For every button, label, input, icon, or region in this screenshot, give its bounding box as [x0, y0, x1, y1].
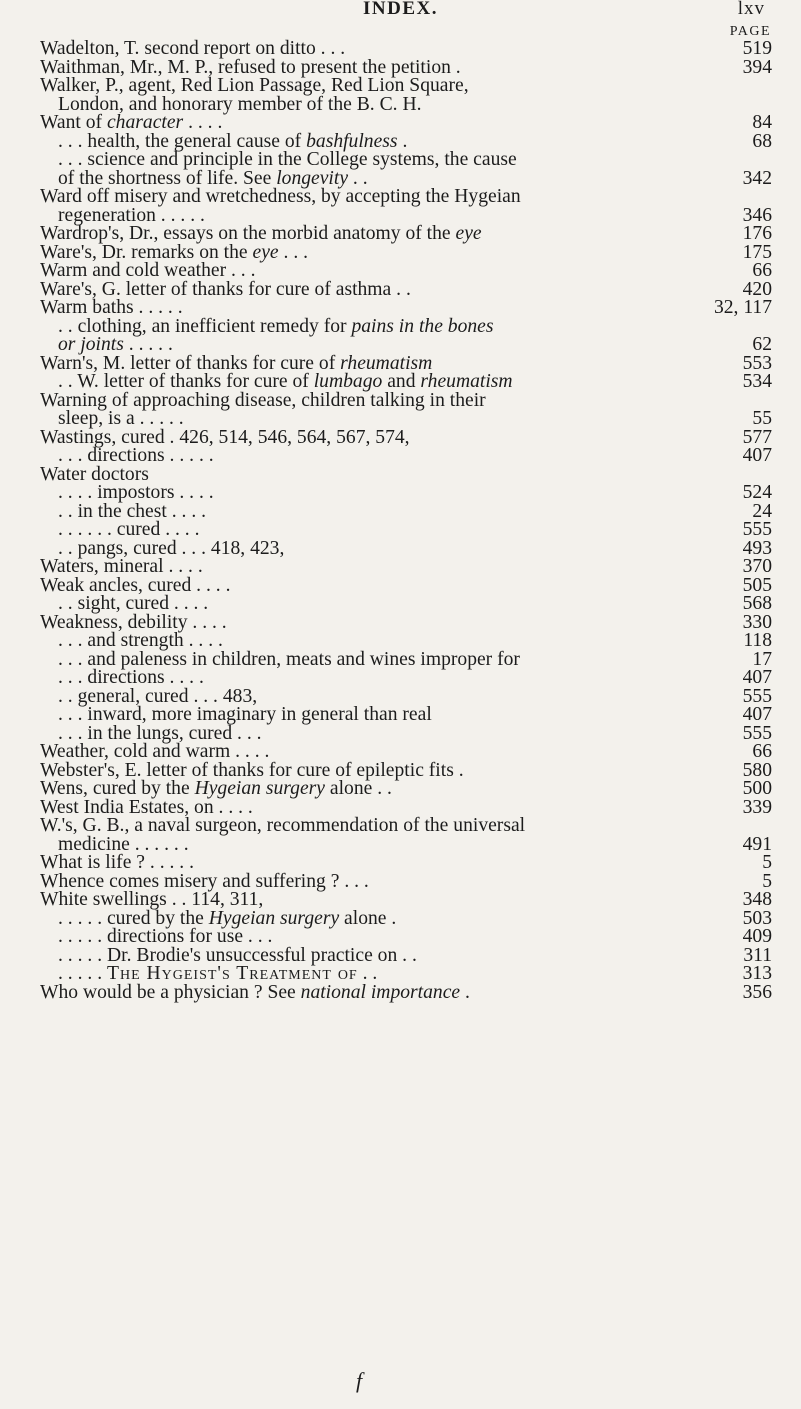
- index-entry: [0, 981, 801, 1003]
- entry-page-ref: 176: [742, 223, 772, 244]
- entry-page-ref: 175: [742, 241, 772, 263]
- index-entry: [0, 225, 801, 244]
- entry-page-ref: 55: [752, 408, 772, 429]
- entry-page-ref: 553: [742, 352, 772, 374]
- entry-page-ref: 577: [742, 426, 772, 448]
- entry-text: Webster's, E. letter of thanks for cure of epileptic fits .: [40, 759, 464, 781]
- entry-page-ref: 555: [742, 685, 772, 707]
- entry-text: . . W. letter of thanks for cure of lumbago and rheumatism: [58, 371, 513, 392]
- index-entry: [0, 40, 801, 59]
- index-entry: [0, 558, 801, 577]
- running-head-title: INDEX.: [363, 0, 438, 19]
- entry-page-ref: 68: [752, 130, 772, 152]
- entry-text: . . . science and principle in the College systems, the cause: [58, 149, 517, 170]
- entry-text: Waithman, Mr., M. P., refused to present the petition .: [40, 56, 461, 78]
- index-entry: [0, 669, 801, 688]
- entry-page-ref: 500: [742, 778, 772, 799]
- entry-page-ref: 356: [742, 981, 772, 1003]
- entry-text: of the shortness of life. See longevity . .: [58, 167, 368, 189]
- entry-page-ref: 555: [742, 722, 772, 744]
- entry-page-ref: 420: [742, 278, 772, 300]
- entry-page-ref: 580: [742, 759, 772, 781]
- entry-page-ref: 330: [742, 611, 772, 633]
- entry-page-ref: 568: [742, 593, 772, 614]
- entry-page-ref: 370: [742, 556, 772, 577]
- entry-text: Weak ancles, cured . . . .: [40, 574, 231, 596]
- entry-page-ref: 66: [752, 260, 772, 281]
- entry-text: Ward off misery and wretchedness, by accepting the Hygeian: [40, 186, 521, 207]
- index-entry: [0, 743, 801, 762]
- entry-text: Ware's, Dr. remarks on the eye . . .: [40, 241, 309, 263]
- index-entry: [0, 632, 801, 651]
- index-entry: [0, 484, 801, 503]
- entry-page-ref: 503: [742, 907, 772, 929]
- entry-text: . . . directions . . . .: [58, 667, 204, 688]
- entry-text: . . in the chest . . . .: [58, 500, 207, 522]
- entry-text: Waters, mineral . . . .: [40, 556, 203, 577]
- entry-text: Weakness, debility . . . .: [40, 611, 227, 633]
- entry-page-ref: 32, 117: [713, 297, 772, 318]
- entry-page-ref: 62: [752, 334, 772, 355]
- entry-text: . . . health, the general cause of bashfulness .: [58, 130, 408, 152]
- entry-text: . . . . . . cured . . . .: [58, 519, 200, 540]
- entry-text: Weather, cold and warm . . . .: [40, 741, 270, 762]
- entry-text: Walker, P., agent, Red Lion Passage, Red Lion Square,: [40, 75, 469, 96]
- entry-text: . . . . . directions for use . . .: [58, 926, 273, 947]
- entry-page-ref: 339: [742, 796, 772, 818]
- entry-page-ref: 505: [742, 574, 772, 596]
- entry-page-ref: 311: [743, 944, 772, 966]
- index-entry: [0, 780, 801, 799]
- entry-page-ref: 346: [742, 204, 772, 226]
- entry-page-ref: 66: [752, 741, 772, 762]
- index-entry: [0, 447, 801, 466]
- entry-text: Warning of approaching disease, children talking in their: [40, 389, 486, 411]
- entry-text: . . clothing, an inefficient remedy for pains in the bones: [58, 315, 494, 337]
- entry-page-ref: 407: [742, 704, 772, 725]
- entry-text: . . . . . cured by the Hygeian surgery alone .: [58, 907, 397, 929]
- entry-text: West India Estates, on . . . .: [40, 796, 253, 818]
- entry-page-ref: 555: [742, 519, 772, 540]
- entry-page-ref: 519: [742, 38, 772, 59]
- entry-text: . . . . impostors . . . .: [58, 482, 214, 503]
- entry-text: regeneration . . . . .: [58, 204, 205, 226]
- entry-page-ref: 493: [742, 537, 772, 559]
- index-entry: [0, 410, 801, 429]
- entry-text: . . . . . Dr. Brodie's unsuccessful practice on . .: [58, 944, 417, 966]
- entry-text: Want of character . . . .: [40, 112, 223, 133]
- entry-text: W.'s, G. B., a naval surgeon, recommendation of the universal: [40, 815, 526, 836]
- entry-text: Warm baths . . . . .: [40, 297, 183, 318]
- entry-text: Wens, cured by the Hygeian surgery alone . .: [40, 778, 392, 799]
- index-entry: [0, 854, 801, 873]
- entry-page-ref: 409: [742, 926, 772, 947]
- entry-page-ref: 491: [742, 833, 772, 855]
- index-entry: [0, 521, 801, 540]
- entry-text: Ware's, G. letter of thanks for cure of asthma . .: [40, 278, 411, 300]
- entry-text: . . general, cured . . . 483,: [58, 685, 258, 707]
- entry-page-ref: 24: [752, 500, 772, 522]
- entry-text: medicine . . . . . .: [58, 833, 189, 855]
- entry-page-ref: 118: [743, 630, 772, 651]
- entry-page-ref: 524: [742, 482, 772, 503]
- index-entry: [0, 373, 801, 392]
- entry-text: . . . in the lungs, cured . . .: [58, 722, 262, 744]
- signature-mark: f: [356, 1368, 363, 1393]
- entry-text: . . . and paleness in children, meats and wines improper for: [58, 648, 520, 670]
- entry-text: . . . and strength . . . .: [58, 630, 223, 651]
- index-entry: [0, 114, 801, 133]
- index-entry: [0, 151, 801, 170]
- index-entry: [0, 706, 801, 725]
- entry-page-ref: 394: [742, 56, 772, 78]
- entry-text: . . . directions . . . . .: [58, 445, 214, 466]
- index-entry: [0, 595, 801, 614]
- entry-text: . . pangs, cured . . . 418, 423,: [58, 537, 285, 559]
- entry-text: . . . . . The Hygeist's Treatment of . .: [58, 963, 378, 984]
- entry-text: Warn's, M. letter of thanks for cure of rheumatism: [40, 352, 433, 374]
- index-entry: [0, 77, 801, 96]
- entry-page-ref: 407: [742, 667, 772, 688]
- page-column-header: PAGE: [729, 24, 771, 39]
- entry-page-ref: 5: [762, 870, 772, 892]
- entry-text: . . . inward, more imaginary in general than real: [58, 704, 432, 725]
- index-entry: [0, 817, 801, 836]
- entry-text: Water doctors: [40, 463, 149, 485]
- running-head: [0, 0, 801, 20]
- entry-text: . . sight, cured . . . .: [58, 593, 209, 614]
- entry-page-ref: 5: [762, 852, 772, 873]
- index-entries: [0, 40, 801, 1002]
- entry-text: What is life ? . . . . .: [40, 852, 194, 873]
- entry-page-ref: 17: [752, 648, 772, 670]
- entry-text: Wadelton, T. second report on ditto . . .: [40, 38, 346, 59]
- entry-page-ref: 84: [752, 112, 772, 133]
- running-head-page-number: lxv: [737, 0, 765, 19]
- index-entry: [0, 891, 801, 910]
- entry-page-ref: 534: [742, 371, 772, 392]
- entry-text: Warm and cold weather . . .: [40, 260, 256, 281]
- index-entry: [0, 928, 801, 947]
- index-entry: [0, 262, 801, 281]
- entry-page-ref: 348: [742, 889, 772, 910]
- entry-text: Whence comes misery and suffering ? . . .: [40, 870, 369, 892]
- entry-page-ref: 313: [742, 963, 772, 984]
- entry-text: Wardrop's, Dr., essays on the morbid anatomy of the eye: [40, 223, 482, 244]
- entry-text: Who would be a physician ? See national importance .: [40, 981, 470, 1003]
- entry-page-ref: 342: [742, 167, 772, 189]
- entry-text: White swellings . . 114, 311,: [40, 889, 264, 910]
- entry-text: Wastings, cured . 426, 514, 546, 564, 567, 574,: [40, 426, 410, 448]
- entry-text: or joints . . . . .: [58, 334, 173, 355]
- entry-page-ref: 407: [742, 445, 772, 466]
- index-entry: [0, 188, 801, 207]
- entry-text: London, and honorary member of the B. C. H.: [58, 93, 422, 115]
- entry-text: sleep, is a . . . . .: [58, 408, 184, 429]
